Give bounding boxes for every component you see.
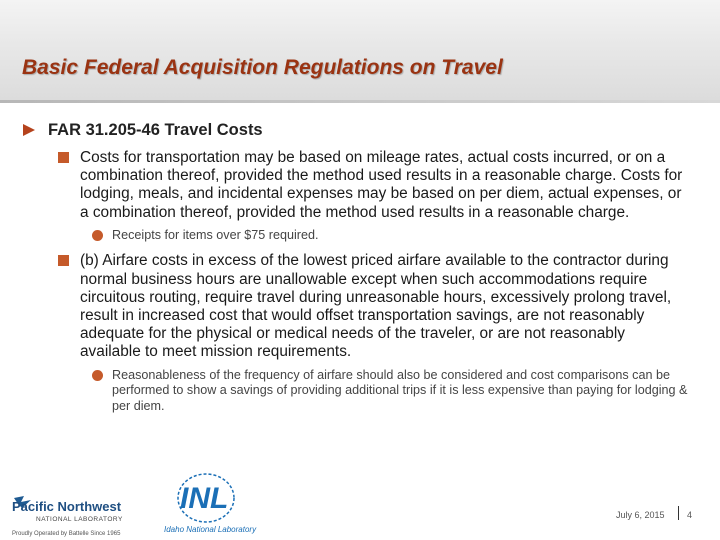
slide-date: July 6, 2015: [616, 510, 665, 520]
sub-bullet-item: [112, 368, 690, 415]
slide-footer: [0, 462, 720, 540]
square-bullet-icon: [58, 152, 69, 163]
main-heading-text: FAR 31.205-46 Travel Costs: [48, 121, 263, 139]
arrow-bullet-icon: [23, 124, 35, 136]
inl-logo: [160, 470, 260, 536]
pnnl-logo-name: Pacific Northwest: [12, 499, 122, 514]
header-divider: [0, 100, 720, 103]
pnnl-logo-tagline: Proudly Operated by Battelle Since 1965: [12, 531, 121, 537]
bullet-text: (b) Airfare costs in excess of the lowest priced airfare available to the contractor during normal business hours are unallowable except when such accommodations require circuitous routing, require travel during unreasonable hours, excessively prolong travel, result in increased cost that would offset transportation savings, are not reasonably adequate for the physical or medical needs of the traveler, or are not reasonably available to meet mission requirements.: [80, 252, 672, 361]
header-band: [0, 0, 720, 100]
pnnl-logo: [8, 494, 148, 540]
sub-bullet-text: Reasonableness of the frequency of airfare should also be considered and cost comparisons can be performed to show a savings of providing additional trips if it is less expensive than paying for lodging & per diem.: [112, 367, 688, 413]
slide-title: Basic Federal Acquisition Regulations on Travel: [22, 56, 503, 79]
slide-content: [0, 120, 720, 414]
bullet-item: [80, 252, 688, 361]
bullet-item: [80, 149, 688, 222]
bullet-text: Costs for transportation may be based on mileage rates, actual costs incurred, or on a combination thereof, provided the method used results in a reasonable charge. Costs for lodging, meals, and incidental expenses may be based on per diem, actual expenses, or a combination thereof, provided the method used results in a reasonable charge.: [80, 149, 683, 221]
round-bullet-icon: [92, 370, 103, 381]
main-heading: [48, 120, 720, 140]
inl-logo-mark: INL: [180, 482, 229, 515]
inl-logo-caption: Idaho National Laboratory: [164, 525, 257, 534]
pnnl-logo-subtitle: NATIONAL LABORATORY: [36, 516, 123, 523]
square-bullet-icon: [58, 255, 69, 266]
sub-bullet-text: Receipts for items over $75 required.: [112, 227, 319, 242]
page-number: 4: [687, 510, 693, 520]
footer-separator: [678, 506, 679, 520]
round-bullet-icon: [92, 230, 103, 241]
sub-bullet-item: [112, 228, 690, 244]
